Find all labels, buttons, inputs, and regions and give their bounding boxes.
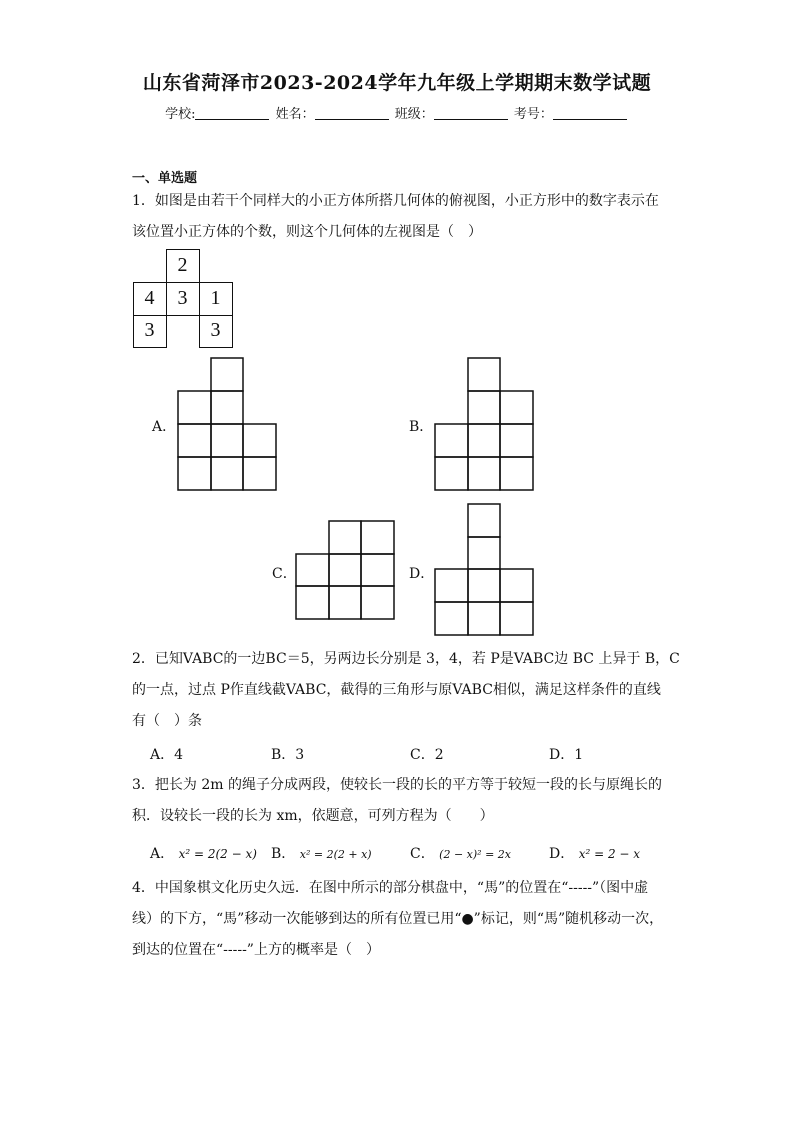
top-view-number: 1	[210, 287, 221, 309]
q3-line2: 积．设较长一段的长为 xm，依题意，可列方程为（ ）	[132, 808, 494, 824]
q2-choice-a[interactable]: A．4	[150, 747, 184, 763]
q1-option-b-label[interactable]: B．	[409, 419, 434, 435]
class-label: 班级：	[394, 107, 434, 122]
q1-option-a-label[interactable]: A．	[152, 419, 177, 435]
q3-choice-a-expr: x² = 2(2 − x)	[178, 847, 257, 861]
page-title: 山东省菏泽市2023-2024学年九年级上学期期末数学试题	[142, 72, 652, 94]
student-info-line	[0, 103, 794, 122]
q1-line1: 1．如图是由若干个同样大的小正方体所搭几何体的俯视图，小正方形中的数字表示在	[132, 193, 659, 209]
name-blank	[315, 106, 389, 120]
q3-choice-b-label: B．	[271, 846, 296, 862]
q1-line2: 该位置小正方体的个数，则这个几何体的左视图是（ ）	[132, 224, 482, 240]
q3-choice-d[interactable]	[549, 843, 640, 863]
q1-top-view	[133, 249, 233, 348]
q3-choice-d-label: D．	[549, 846, 575, 862]
q1-option-a-figure	[176, 357, 278, 492]
q1-option-c-label[interactable]: C．	[272, 566, 297, 582]
top-view-number: 2	[177, 254, 188, 276]
q3-choice-b-expr: x² = 2(2 + x)	[299, 848, 372, 861]
exam-no-blank	[553, 106, 627, 120]
school-blank	[195, 106, 269, 120]
q2-choice-d[interactable]: D．1	[549, 747, 584, 763]
class-blank	[434, 106, 508, 120]
q3-line1: 3．把长为 2m 的绳子分成两段，使较长一段的长的平方等于较短一段的长与原绳长的	[132, 777, 662, 793]
top-view-number: 3	[177, 287, 188, 309]
q3-choice-c-expr: (2 − x)² = 2x	[439, 848, 511, 861]
q1-option-d-label[interactable]: D．	[409, 566, 435, 582]
q2-choice-c[interactable]: C．2	[410, 747, 444, 763]
q3-choice-a-label: A．	[150, 846, 175, 862]
q1-option-c-figure	[294, 519, 396, 621]
q4-line2: 线）的下方，“馬”移动一次能够到达的所有位置已用“●”标记，则“馬”随机移动一次，	[132, 911, 664, 927]
q2-line3: 有（ ）条	[132, 713, 202, 729]
q2-line1: 2．已知VABC的一边BC＝5，另两边长分别是 3，4，若 P是VABC边 BC 上异于 B，C	[132, 651, 680, 667]
q3-choice-c-label: C．	[410, 846, 435, 862]
exam-no-label: 考号：	[513, 107, 553, 122]
q3-choice-a[interactable]	[150, 843, 257, 863]
q3-choice-c[interactable]	[410, 843, 511, 863]
section-title: 一、单选题	[132, 171, 198, 186]
top-view-number: 3	[210, 319, 221, 341]
q2-line2: 的一点，过点 P作直线截VABC，截得的三角形与原VABC相似，满足这样条件的直线	[132, 682, 661, 698]
name-label: 姓名：	[275, 107, 315, 122]
q2-choice-b[interactable]: B．3	[271, 747, 305, 763]
top-view-number: 3	[144, 319, 155, 341]
q4-line3: 到达的位置在“-----”上方的概率是（ ）	[132, 942, 380, 958]
top-view-number: 4	[144, 287, 155, 309]
q3-choice-b[interactable]	[271, 843, 372, 863]
q1-option-b-figure	[433, 357, 535, 492]
q4-line1: 4．中国象棋文化历史久远．在图中所示的部分棋盘中，“馬”的位置在“-----”（图中虚	[132, 880, 649, 896]
school-label: 学校:	[165, 107, 196, 122]
q1-option-d-figure	[433, 502, 535, 637]
q3-choice-d-expr: x² = 2 − x	[578, 847, 641, 861]
